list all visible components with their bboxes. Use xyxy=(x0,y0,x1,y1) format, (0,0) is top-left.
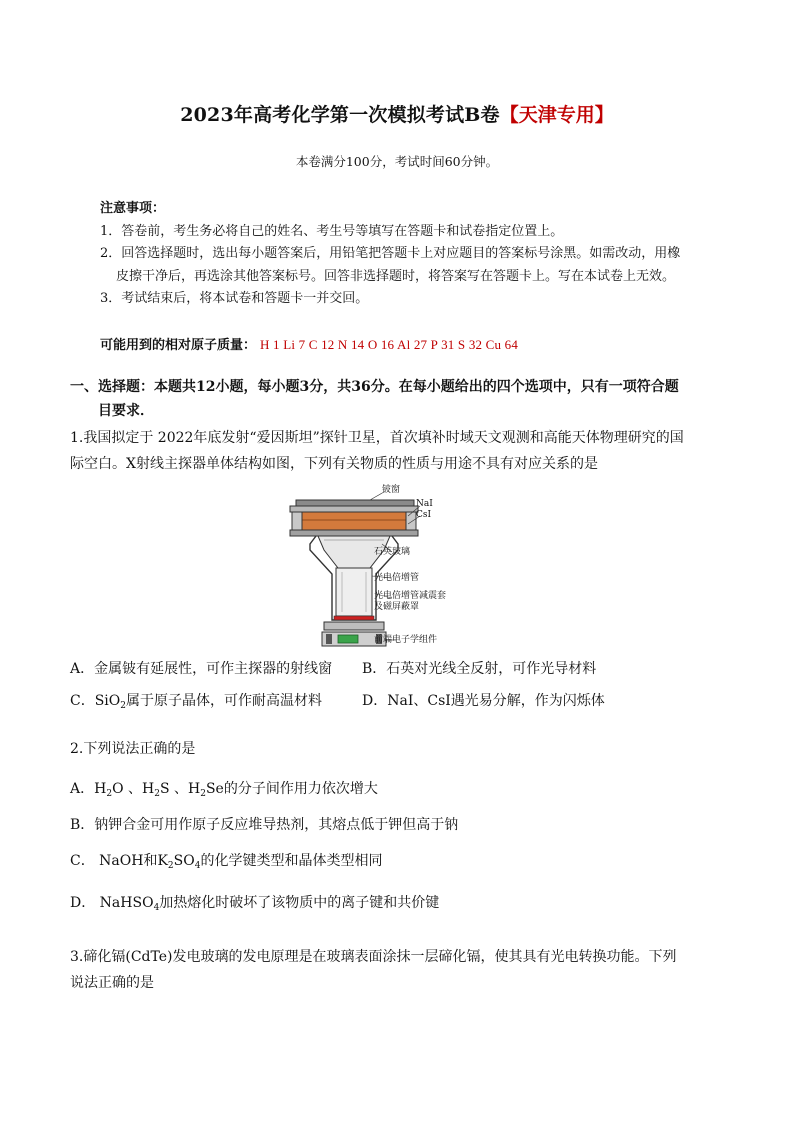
note-item-2: 2．回答选择题时，选出每小题答案后，用铅笔把答题卡上对应题目的答案标号涂黑。如需改动，用橡皮擦干净后，再选涂其他答案标号。回答非选择题时，将答案写在答题卡上。写在本试卷上无效。 xyxy=(100,246,681,284)
q2-a-h2: H xyxy=(142,781,155,797)
label-beryllium-window: 铍窗 xyxy=(382,485,401,495)
label-electronics: 前端电子学组件 xyxy=(374,635,438,645)
notes-block xyxy=(100,198,690,311)
label-magnetic-shield: 及磁屏蔽罩 xyxy=(374,602,420,612)
q2-c-sub1: 2 xyxy=(167,861,174,871)
q2-a-sub2: 2 xyxy=(154,789,160,799)
q2-a-h3: H xyxy=(188,781,201,797)
beryllium-window-shape xyxy=(296,500,414,506)
q2-option-a xyxy=(70,778,378,798)
photomultiplier-shape xyxy=(336,568,372,616)
q1-option-c xyxy=(70,690,322,710)
q2-a-s: S 、 xyxy=(159,781,189,797)
label-photomultiplier: 光电倍增管 xyxy=(374,573,420,583)
q2-d-post: 加热熔化时破坏了该物质中的离子键和共价键 xyxy=(159,895,440,911)
label-shock-sleeve: 光电倍增管减震套 xyxy=(374,591,447,601)
q1-option-b: B．石英对光线全反射，可作光导材料 xyxy=(362,661,597,677)
q2-a-o: O 、 xyxy=(112,781,143,797)
q2-a-h1: H xyxy=(94,781,107,797)
q2-c-post: 的化学键类型和晶体类型相同 xyxy=(200,853,383,869)
label-nai: NaI xyxy=(416,499,433,509)
question-1-text: 1.我国拟定于 2022年底发射“爱因斯坦”探针卫星，首次填补时域天文观测和高能天体物理研究的国际空白。X射线主探器单体结构如图，下列有关物质的性质与用途不具有对应关系的是 xyxy=(70,430,684,472)
section-heading: 一、选择题：本题共12小题，每小题3分，共36分。在每小题给出的四个选项中，只有一项符合题目要求． xyxy=(70,379,679,419)
q2-d-sub: 4 xyxy=(153,903,160,913)
q2-a-post: 的分子间作用力依次增大 xyxy=(223,781,378,797)
region-tag: 【天津专用】 xyxy=(499,104,614,126)
q2-a-sub3: 2 xyxy=(200,789,206,799)
q1-option-d: D．NaI、CsI遇光易分解，作为闪烁体 xyxy=(362,693,605,709)
q2-c-pre: C． NaOH和K xyxy=(70,853,168,869)
page-title: 2023年高考化学第一次模拟考试B卷 xyxy=(180,104,500,126)
q2-d-pre: D． NaHSO xyxy=(70,895,154,911)
q2-option-d xyxy=(70,892,439,912)
q2-option-c xyxy=(70,850,382,870)
question-3-text: 3.碲化镉(CdTe)发电玻璃的发电原理是在玻璃表面涂抹一层碲化镉，使其具有光电转换功能。下列说法正确的是 xyxy=(70,949,677,991)
atomic-masses-label: 可能用到的相对原子质量： xyxy=(100,338,257,353)
note-item-1: 1．答卷前，考生务必将自己的姓名、考生号等填写在答题卡和试卷指定位置上。 xyxy=(100,223,564,239)
q1-option-a: A．金属铍有延展性，可作主探器的射线窗 xyxy=(70,661,333,677)
q2-a-sub1: 2 xyxy=(106,789,113,799)
q2-c-mid: SO xyxy=(173,853,195,869)
note-item-3: 3．考试结束后，将本试卷和答题卡一并交回。 xyxy=(100,291,369,306)
q2-option-b: B．钠钾合金可用作原子反应堆导热剂，其熔点低于钾但高于钠 xyxy=(70,817,459,833)
exam-info: 本卷满分100分，考试时间60分钟。 xyxy=(295,154,499,169)
atomic-masses-value: H 1 Li 7 C 12 N 14 O 16 Al 27 P 31 S 32 Cu 64 xyxy=(260,337,519,352)
q2-a-prefix: A． xyxy=(70,781,95,797)
title-row xyxy=(0,100,794,127)
q1-option-c-sub: 2 xyxy=(120,701,126,711)
notes-heading: 注意事项： xyxy=(100,201,166,216)
q2-c-sub2: 4 xyxy=(194,861,201,871)
crystal-shape xyxy=(302,512,406,530)
label-quartz-glass: 石英玻璃 xyxy=(374,547,411,557)
q1-option-c-post: 属于原子晶体，可作耐高温材料 xyxy=(126,693,322,709)
question-2-text: 2.下列说法正确的是 xyxy=(70,741,196,757)
q2-a-se: Se xyxy=(205,781,224,797)
q1-option-c-pre: C．SiO xyxy=(70,693,121,709)
atomic-masses-line xyxy=(100,334,700,353)
label-csi: CsI xyxy=(416,510,432,520)
